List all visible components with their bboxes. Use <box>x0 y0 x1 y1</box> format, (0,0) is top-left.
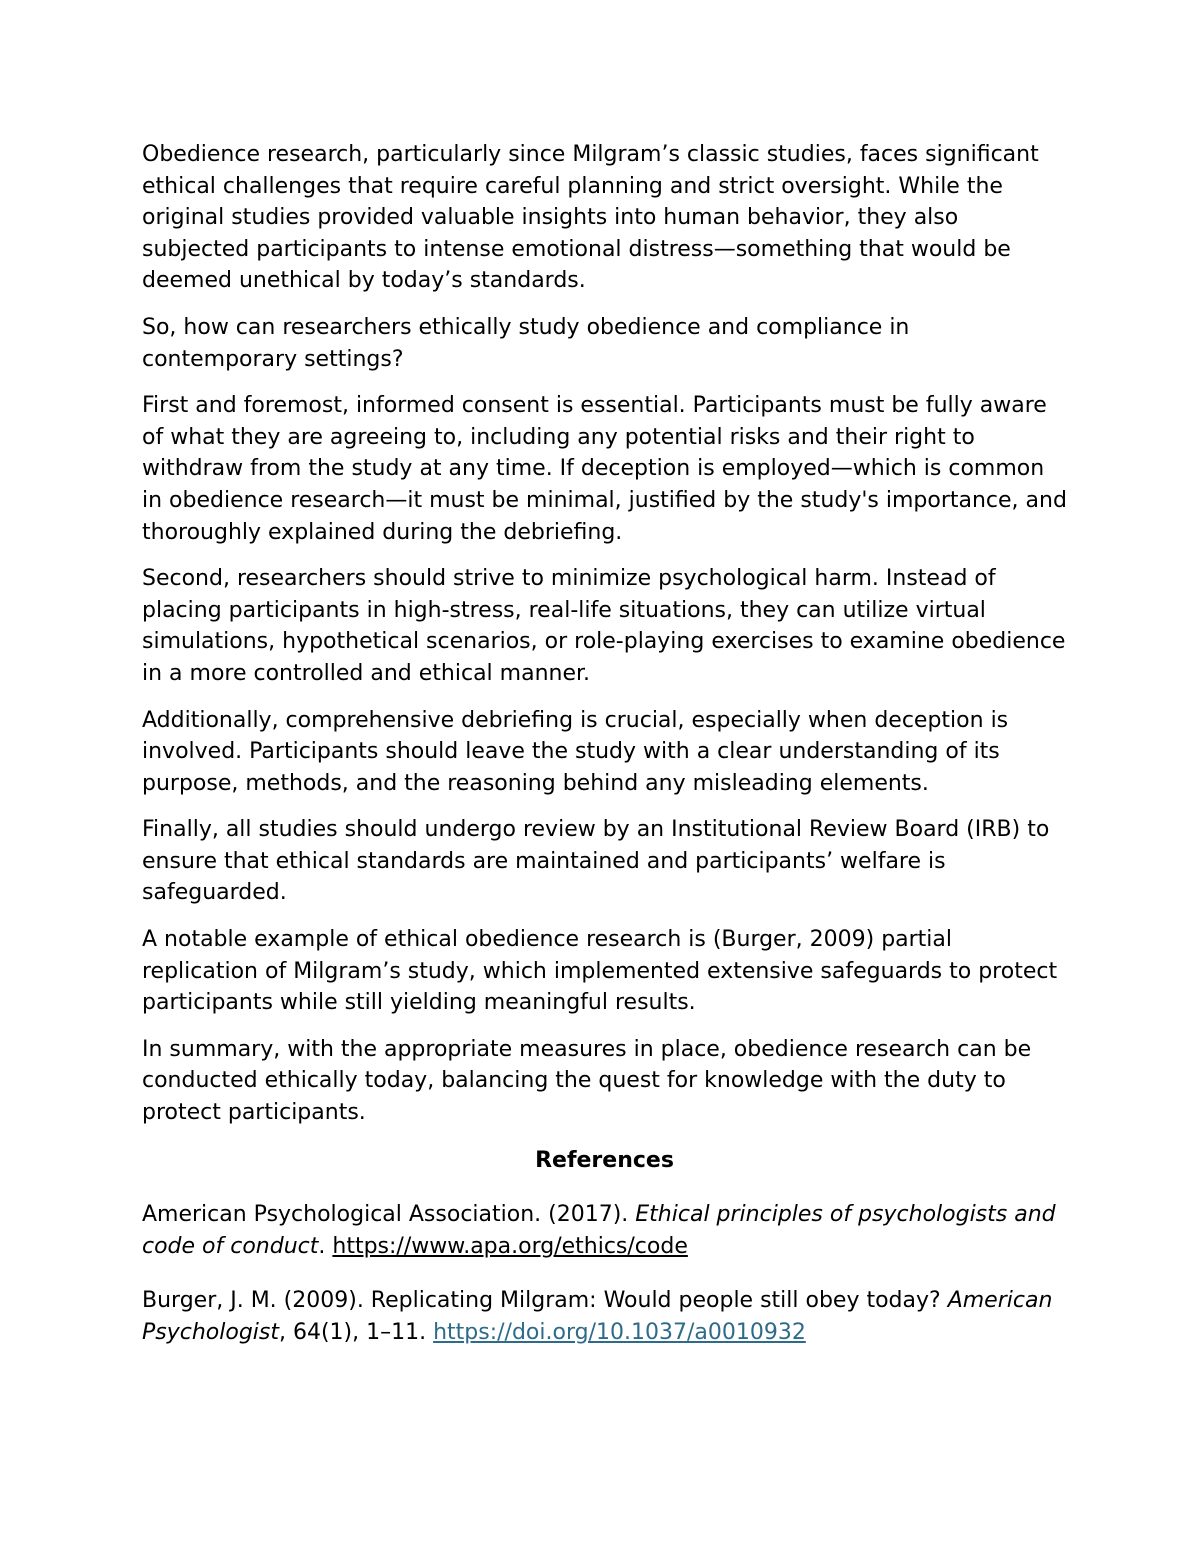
body-paragraph-4: Second, researchers should strive to minimize psychological harm. Instead of placing participants in high-stress, real-life situations, they can utilize virtual simulations, hypothetical scenarios, or role-playing exercises to examine obedience in a more controlled and ethical manner. <box>142 566 1066 686</box>
reference-apa-link[interactable]: https://www.apa.org/ethics/code <box>332 1233 688 1259</box>
references-heading: References <box>535 1147 674 1173</box>
document-page <box>142 139 1067 1372</box>
body-paragraph-6: Finally, all studies should undergo review by an Institutional Review Board (IRB) to ensure that ethical standards are maintained and participants’ welfare is safeguarded. <box>142 817 1050 906</box>
body-paragraph-8: In summary, with the appropriate measures in place, obedience research can be conducted ethically today, balancing the quest for knowledge with the duty to protect participants. <box>142 1036 1032 1126</box>
reference-apa-suffix: . <box>318 1233 333 1259</box>
reference-apa-prefix: American Psychological Association. (2017). <box>142 1202 636 1228</box>
reference-burger-link[interactable]: https://doi.org/10.1037/a0010932 <box>433 1320 806 1345</box>
reference-burger <box>142 1285 1067 1348</box>
body-paragraph-3: First and foremost, informed consent is essential. Participants must be fully aware of what they are agreeing to, including any potential risks and their right to withdraw from the study at any time. If deception is employed—which is common in obedience research—it must be minimal, justified by the study's importance, and thoroughly explained during the debriefing. <box>142 393 1067 545</box>
body-paragraph-5: Additionally, comprehensive debriefing is crucial, especially when deception is involved. Participants should leave the study with a clear understanding of its purpose, methods, and the reasoning behind any misleading elements. <box>142 707 1009 796</box>
body-paragraph-1: Obedience research, particularly since Milgram’s classic studies, faces significant ethical challenges that require careful planning and strict oversight. While the original studies provided valuable insights into human behavior, they also subjected participants to intense emotional distress—something that would be deemed unethical by today’s standards. <box>142 142 1039 294</box>
reference-apa <box>142 1199 1067 1262</box>
reference-burger-suffix: , 64(1), 1–11. <box>278 1320 434 1345</box>
body-paragraph-7: A notable example of ethical obedience research is (Burger, 2009) partial replication of Milgram’s study, which implemented extensive safeguards to protect participants while still yielding meaningful results. <box>142 927 1058 1016</box>
reference-burger-prefix: Burger, J. M. (2009). Replicating Milgram: Would people still obey today? <box>142 1288 948 1314</box>
reference-apa-title: Ethical principles of psychologists and code of conduct <box>142 1202 1056 1259</box>
reference-burger-journal: American Psychologist <box>142 1288 1053 1345</box>
body-paragraph-2: So, how can researchers ethically study obedience and compliance in contemporary settings? <box>142 314 910 372</box>
